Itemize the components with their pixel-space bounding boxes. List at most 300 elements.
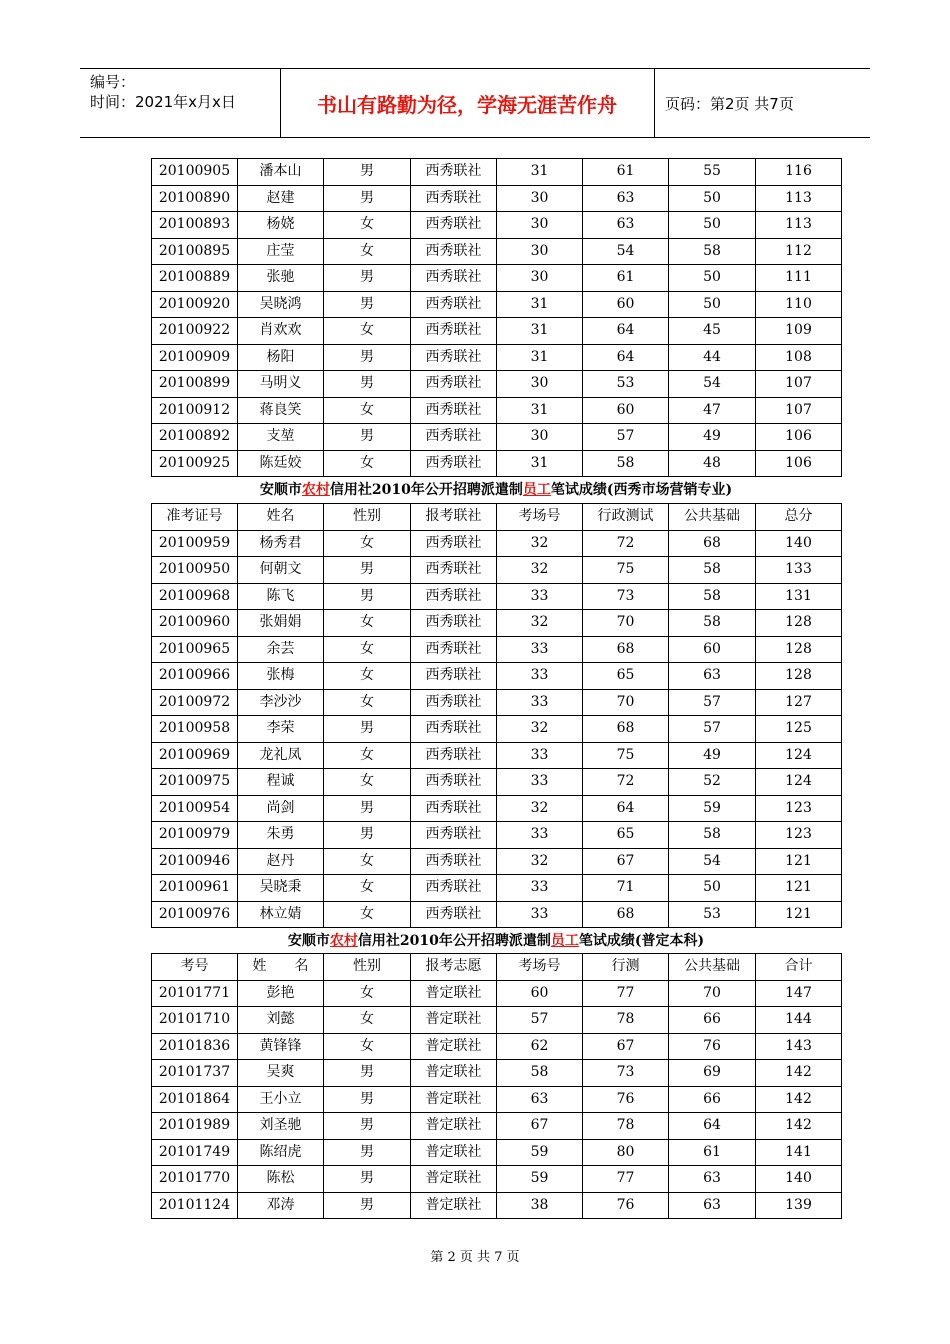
score-table-xixiu-marketing xyxy=(151,503,842,928)
table-cell: 68 xyxy=(583,636,669,663)
table-cell: 王小立 xyxy=(238,1086,324,1113)
table-cell: 64 xyxy=(583,344,669,371)
title-prefix: 安顺市 xyxy=(259,482,302,498)
table-body xyxy=(152,980,842,1219)
table-cell: 63 xyxy=(669,1192,756,1219)
table-cell: 20100954 xyxy=(152,795,238,822)
table-row xyxy=(152,742,842,769)
header-motto-cell xyxy=(280,69,655,137)
table-cell: 女 xyxy=(324,397,411,424)
table-cell: 男 xyxy=(324,583,411,610)
table-cell: 58 xyxy=(669,557,756,584)
table-cell: 西秀联社 xyxy=(411,557,497,584)
table-cell: 63 xyxy=(669,1166,756,1193)
table-cell: 32 xyxy=(497,716,583,743)
table-cell: 20100893 xyxy=(152,212,238,239)
table-cell: 20100979 xyxy=(152,822,238,849)
title-suffix: 笔试成绩(普定本科) xyxy=(578,933,705,949)
table-cell: 33 xyxy=(497,769,583,796)
table-row xyxy=(152,610,842,637)
table-cell: 20100972 xyxy=(152,689,238,716)
table-cell: 107 xyxy=(756,371,842,398)
table-cell: 54 xyxy=(669,848,756,875)
table-cell: 50 xyxy=(669,265,756,292)
column-header: 报考联社 xyxy=(411,504,497,531)
table-cell: 31 xyxy=(497,397,583,424)
table-cell: 男 xyxy=(324,822,411,849)
table-cell: 50 xyxy=(669,291,756,318)
table-cell: 106 xyxy=(756,424,842,451)
table-cell: 李沙沙 xyxy=(238,689,324,716)
table-cell: 72 xyxy=(583,530,669,557)
table-cell: 38 xyxy=(497,1192,583,1219)
table-cell: 男 xyxy=(324,185,411,212)
table-cell: 陈绍虎 xyxy=(238,1139,324,1166)
table-cell: 125 xyxy=(756,716,842,743)
motto: 书山有路勤为径，学海无涯苦作舟 xyxy=(317,92,617,117)
table-cell: 20100969 xyxy=(152,742,238,769)
table-cell: 121 xyxy=(756,875,842,902)
table-cell: 124 xyxy=(756,742,842,769)
table-cell: 142 xyxy=(756,1113,842,1140)
table-cell: 西秀联社 xyxy=(411,318,497,345)
table-cell: 20101989 xyxy=(152,1113,238,1140)
table-cell: 支堃 xyxy=(238,424,324,451)
table-cell: 31 xyxy=(497,291,583,318)
table-cell: 女 xyxy=(324,450,411,477)
table-cell: 男 xyxy=(324,1192,411,1219)
table-cell: 西秀联社 xyxy=(411,822,497,849)
table-cell: 20101710 xyxy=(152,1007,238,1034)
table-cell: 余芸 xyxy=(238,636,324,663)
title-middle: 信用社2010年公开招聘派遣制 xyxy=(357,933,551,949)
table-cell: 131 xyxy=(756,583,842,610)
table-row xyxy=(152,371,842,398)
score-table-puding-undergrad xyxy=(151,953,842,1219)
table-cell: 何朝文 xyxy=(238,557,324,584)
table-cell: 西秀联社 xyxy=(411,371,497,398)
table-cell: 程诚 xyxy=(238,769,324,796)
table-row xyxy=(152,583,842,610)
table-cell: 赵丹 xyxy=(238,848,324,875)
table-cell: 20100892 xyxy=(152,424,238,451)
table-cell: 32 xyxy=(497,848,583,875)
table-cell: 女 xyxy=(324,1007,411,1034)
table-cell: 20100961 xyxy=(152,875,238,902)
table-cell: 男 xyxy=(324,344,411,371)
table-cell: 西秀联社 xyxy=(411,238,497,265)
table-cell: 33 xyxy=(497,822,583,849)
table-row xyxy=(152,1113,842,1140)
table-cell: 75 xyxy=(583,557,669,584)
table-cell: 女 xyxy=(324,980,411,1007)
table-cell: 60 xyxy=(497,980,583,1007)
table-cell: 女 xyxy=(324,212,411,239)
table-cell: 庄莹 xyxy=(238,238,324,265)
table-row xyxy=(152,1192,842,1219)
table-cell: 78 xyxy=(583,1007,669,1034)
table-row xyxy=(152,397,842,424)
table-row xyxy=(152,822,842,849)
table-cell: 113 xyxy=(756,212,842,239)
table-cell: 普定联社 xyxy=(411,1139,497,1166)
table-cell: 30 xyxy=(497,238,583,265)
table-cell: 31 xyxy=(497,450,583,477)
table-cell: 女 xyxy=(324,636,411,663)
table-cell: 20100899 xyxy=(152,371,238,398)
number-label: 编号： xyxy=(90,73,136,91)
title-highlight-rural: 农村 xyxy=(301,482,330,498)
table-cell: 72 xyxy=(583,769,669,796)
table-cell: 54 xyxy=(583,238,669,265)
table-cell: 男 xyxy=(324,716,411,743)
table-cell: 70 xyxy=(583,610,669,637)
table-cell: 63 xyxy=(669,663,756,690)
table-cell: 20100922 xyxy=(152,318,238,345)
table-cell: 女 xyxy=(324,742,411,769)
title-middle: 信用社2010年公开招聘派遣制 xyxy=(329,482,523,498)
table-cell: 男 xyxy=(324,291,411,318)
table-cell: 普定联社 xyxy=(411,1166,497,1193)
table-cell: 147 xyxy=(756,980,842,1007)
table-cell: 124 xyxy=(756,769,842,796)
table-cell: 林立婧 xyxy=(238,901,324,928)
table-cell: 西秀联社 xyxy=(411,185,497,212)
table-cell: 20100965 xyxy=(152,636,238,663)
title-highlight-staff: 员工 xyxy=(522,482,551,498)
table-cell: 33 xyxy=(497,689,583,716)
table-cell: 50 xyxy=(669,185,756,212)
table-row xyxy=(152,557,842,584)
table-cell: 140 xyxy=(756,1166,842,1193)
table-cell: 男 xyxy=(324,265,411,292)
table-cell: 58 xyxy=(497,1060,583,1087)
table-cell: 128 xyxy=(756,610,842,637)
title-highlight-staff: 员工 xyxy=(550,933,579,949)
table-cell: 31 xyxy=(497,344,583,371)
table-cell: 139 xyxy=(756,1192,842,1219)
table-cell: 75 xyxy=(583,742,669,769)
table-cell: 67 xyxy=(583,1033,669,1060)
table-row xyxy=(152,265,842,292)
table-cell: 普定联社 xyxy=(411,1060,497,1087)
column-header: 公共基础 xyxy=(669,504,756,531)
table-cell: 西秀联社 xyxy=(411,769,497,796)
table-cell: 78 xyxy=(583,1113,669,1140)
table-row xyxy=(152,212,842,239)
table-cell: 106 xyxy=(756,450,842,477)
table-cell: 20101124 xyxy=(152,1192,238,1219)
table-row xyxy=(152,318,842,345)
table-cell: 113 xyxy=(756,185,842,212)
table-cell: 50 xyxy=(669,875,756,902)
table-cell: 杨娆 xyxy=(238,212,324,239)
table-cell: 76 xyxy=(583,1192,669,1219)
table-cell: 西秀联社 xyxy=(411,397,497,424)
table-cell: 63 xyxy=(583,185,669,212)
table-row xyxy=(152,530,842,557)
table-cell: 64 xyxy=(669,1113,756,1140)
table-cell: 张娟娟 xyxy=(238,610,324,637)
table-cell: 33 xyxy=(497,742,583,769)
table-cell: 20100890 xyxy=(152,185,238,212)
column-header: 行政测试 xyxy=(583,504,669,531)
table-cell: 111 xyxy=(756,265,842,292)
table-cell: 121 xyxy=(756,848,842,875)
table-cell: 龙礼凤 xyxy=(238,742,324,769)
table-cell: 20100909 xyxy=(152,344,238,371)
table-cell: 马明义 xyxy=(238,371,324,398)
table-cell: 20100895 xyxy=(152,238,238,265)
title-prefix: 安顺市 xyxy=(287,933,330,949)
table-cell: 男 xyxy=(324,795,411,822)
table-cell: 20100925 xyxy=(152,450,238,477)
table-cell: 西秀联社 xyxy=(411,530,497,557)
table-cell: 西秀联社 xyxy=(411,901,497,928)
table-cell: 123 xyxy=(756,795,842,822)
column-header: 行测 xyxy=(583,954,669,981)
table-cell: 60 xyxy=(583,291,669,318)
table-cell: 140 xyxy=(756,530,842,557)
table-cell: 61 xyxy=(583,265,669,292)
table-cell: 20101771 xyxy=(152,980,238,1007)
table-cell: 杨秀君 xyxy=(238,530,324,557)
table-cell: 61 xyxy=(669,1139,756,1166)
table-cell: 西秀联社 xyxy=(411,795,497,822)
table-cell: 西秀联社 xyxy=(411,689,497,716)
table-cell: 33 xyxy=(497,901,583,928)
table-cell: 63 xyxy=(497,1086,583,1113)
table-cell: 20100946 xyxy=(152,848,238,875)
table-cell: 李荣 xyxy=(238,716,324,743)
table-cell: 20100960 xyxy=(152,610,238,637)
table-cell: 54 xyxy=(669,371,756,398)
column-header: 公共基础 xyxy=(669,954,756,981)
table-cell: 110 xyxy=(756,291,842,318)
table-cell: 61 xyxy=(583,159,669,186)
table-cell: 49 xyxy=(669,742,756,769)
table-cell: 男 xyxy=(324,1166,411,1193)
table-cell: 20100912 xyxy=(152,397,238,424)
table-cell: 143 xyxy=(756,1033,842,1060)
table-cell: 女 xyxy=(324,530,411,557)
table-row xyxy=(152,185,842,212)
table-cell: 20101836 xyxy=(152,1033,238,1060)
table-cell: 西秀联社 xyxy=(411,716,497,743)
table-cell: 58 xyxy=(669,583,756,610)
table-cell: 男 xyxy=(324,159,411,186)
table-cell: 53 xyxy=(583,371,669,398)
table-cell: 65 xyxy=(583,663,669,690)
table-cell: 黄锋锋 xyxy=(238,1033,324,1060)
table-cell: 123 xyxy=(756,822,842,849)
column-header: 考号 xyxy=(152,954,238,981)
table-cell: 33 xyxy=(497,583,583,610)
table-cell: 30 xyxy=(497,371,583,398)
table-cell: 45 xyxy=(669,318,756,345)
table-cell: 彭艳 xyxy=(238,980,324,1007)
table-cell: 刘圣驰 xyxy=(238,1113,324,1140)
table-cell: 32 xyxy=(497,557,583,584)
table-cell: 吴晓秉 xyxy=(238,875,324,902)
table-cell: 55 xyxy=(669,159,756,186)
table-row xyxy=(152,901,842,928)
table-cell: 32 xyxy=(497,610,583,637)
table-row xyxy=(152,291,842,318)
table-cell: 70 xyxy=(669,980,756,1007)
table-row xyxy=(152,1166,842,1193)
table-cell: 76 xyxy=(583,1086,669,1113)
table-cell: 108 xyxy=(756,344,842,371)
table-row xyxy=(152,344,842,371)
table-cell: 吴晓鸿 xyxy=(238,291,324,318)
table-row xyxy=(152,450,842,477)
column-header: 姓名 xyxy=(238,504,324,531)
page-header xyxy=(80,68,870,138)
table-cell: 52 xyxy=(669,769,756,796)
table-cell: 邓涛 xyxy=(238,1192,324,1219)
table-cell: 142 xyxy=(756,1060,842,1087)
table-row xyxy=(152,159,842,186)
table-cell: 杨阳 xyxy=(238,344,324,371)
table-cell: 肖欢欢 xyxy=(238,318,324,345)
table-cell: 西秀联社 xyxy=(411,450,497,477)
table-cell: 20100966 xyxy=(152,663,238,690)
table-cell: 20101864 xyxy=(152,1086,238,1113)
table-cell: 女 xyxy=(324,610,411,637)
table-cell: 赵建 xyxy=(238,185,324,212)
table-cell: 76 xyxy=(669,1033,756,1060)
table-row xyxy=(152,424,842,451)
table-cell: 58 xyxy=(669,610,756,637)
table-cell: 68 xyxy=(669,530,756,557)
table-cell: 53 xyxy=(669,901,756,928)
column-header: 考场号 xyxy=(497,954,583,981)
table-cell: 58 xyxy=(669,822,756,849)
table-cell: 30 xyxy=(497,185,583,212)
table-cell: 116 xyxy=(756,159,842,186)
table-cell: 蒋良笑 xyxy=(238,397,324,424)
table-cell: 121 xyxy=(756,901,842,928)
table-cell: 31 xyxy=(497,318,583,345)
header-meta xyxy=(80,69,281,137)
column-header: 姓 名 xyxy=(238,954,324,981)
table-cell: 西秀联社 xyxy=(411,265,497,292)
table-cell: 女 xyxy=(324,689,411,716)
table-header xyxy=(152,954,842,981)
table-cell: 142 xyxy=(756,1086,842,1113)
table-cell: 西秀联社 xyxy=(411,636,497,663)
table-row xyxy=(152,769,842,796)
table-cell: 65 xyxy=(583,822,669,849)
table-cell: 57 xyxy=(583,424,669,451)
table-cell: 59 xyxy=(669,795,756,822)
table-cell: 63 xyxy=(583,212,669,239)
table-cell: 西秀联社 xyxy=(411,742,497,769)
table-cell: 57 xyxy=(669,689,756,716)
table-cell: 112 xyxy=(756,238,842,265)
table-cell: 陈松 xyxy=(238,1166,324,1193)
table-cell: 49 xyxy=(669,424,756,451)
table-cell: 西秀联社 xyxy=(411,583,497,610)
time-label: 时间：2021年x月x日 xyxy=(90,93,236,111)
table-cell: 59 xyxy=(497,1139,583,1166)
table-row xyxy=(152,1086,842,1113)
table-cell: 64 xyxy=(583,318,669,345)
table-cell: 20101737 xyxy=(152,1060,238,1087)
table-cell: 男 xyxy=(324,424,411,451)
table-cell: 109 xyxy=(756,318,842,345)
table-cell: 20100950 xyxy=(152,557,238,584)
table-cell: 133 xyxy=(756,557,842,584)
table-cell: 女 xyxy=(324,318,411,345)
table-body xyxy=(152,159,842,477)
column-header: 合计 xyxy=(756,954,842,981)
table-cell: 31 xyxy=(497,159,583,186)
table-row xyxy=(152,689,842,716)
table-cell: 女 xyxy=(324,848,411,875)
page-footer: 第 2 页 共 7 页 xyxy=(430,1250,520,1265)
title-suffix: 笔试成绩(西秀市场营销专业) xyxy=(550,482,733,498)
table-cell: 男 xyxy=(324,1086,411,1113)
table-cell: 西秀联社 xyxy=(411,344,497,371)
table-row xyxy=(152,1007,842,1034)
table-cell: 女 xyxy=(324,238,411,265)
table-cell: 女 xyxy=(324,1033,411,1060)
title-highlight-rural: 农村 xyxy=(329,933,358,949)
table-cell: 30 xyxy=(497,265,583,292)
table-cell: 128 xyxy=(756,636,842,663)
section-title-puding-undergrad xyxy=(151,929,841,953)
table-cell: 127 xyxy=(756,689,842,716)
column-header: 性别 xyxy=(324,954,411,981)
table-cell: 20100920 xyxy=(152,291,238,318)
table-cell: 潘本山 xyxy=(238,159,324,186)
table-cell: 77 xyxy=(583,1166,669,1193)
table-cell: 67 xyxy=(497,1113,583,1140)
table-row xyxy=(152,716,842,743)
table-row xyxy=(152,1033,842,1060)
table-cell: 48 xyxy=(669,450,756,477)
table-cell: 128 xyxy=(756,663,842,690)
table-cell: 西秀联社 xyxy=(411,212,497,239)
table-cell: 20100976 xyxy=(152,901,238,928)
table-cell: 71 xyxy=(583,875,669,902)
table-cell: 男 xyxy=(324,1060,411,1087)
table-cell: 58 xyxy=(583,450,669,477)
table-cell: 68 xyxy=(583,716,669,743)
table-cell: 141 xyxy=(756,1139,842,1166)
score-table-continued xyxy=(151,158,842,477)
table-row xyxy=(152,980,842,1007)
table-cell: 33 xyxy=(497,875,583,902)
table-cell: 张梅 xyxy=(238,663,324,690)
table-cell: 20100958 xyxy=(152,716,238,743)
page-label: 页码：第2页 共7页 xyxy=(665,94,794,113)
table-cell: 70 xyxy=(583,689,669,716)
table-cell: 20100968 xyxy=(152,583,238,610)
table-cell: 女 xyxy=(324,901,411,928)
table-cell: 73 xyxy=(583,583,669,610)
table-cell: 50 xyxy=(669,212,756,239)
table-cell: 西秀联社 xyxy=(411,610,497,637)
table-cell: 32 xyxy=(497,530,583,557)
table-cell: 张驰 xyxy=(238,265,324,292)
table-cell: 33 xyxy=(497,663,583,690)
table-cell: 66 xyxy=(669,1086,756,1113)
table-row xyxy=(152,875,842,902)
table-cell: 西秀联社 xyxy=(411,875,497,902)
